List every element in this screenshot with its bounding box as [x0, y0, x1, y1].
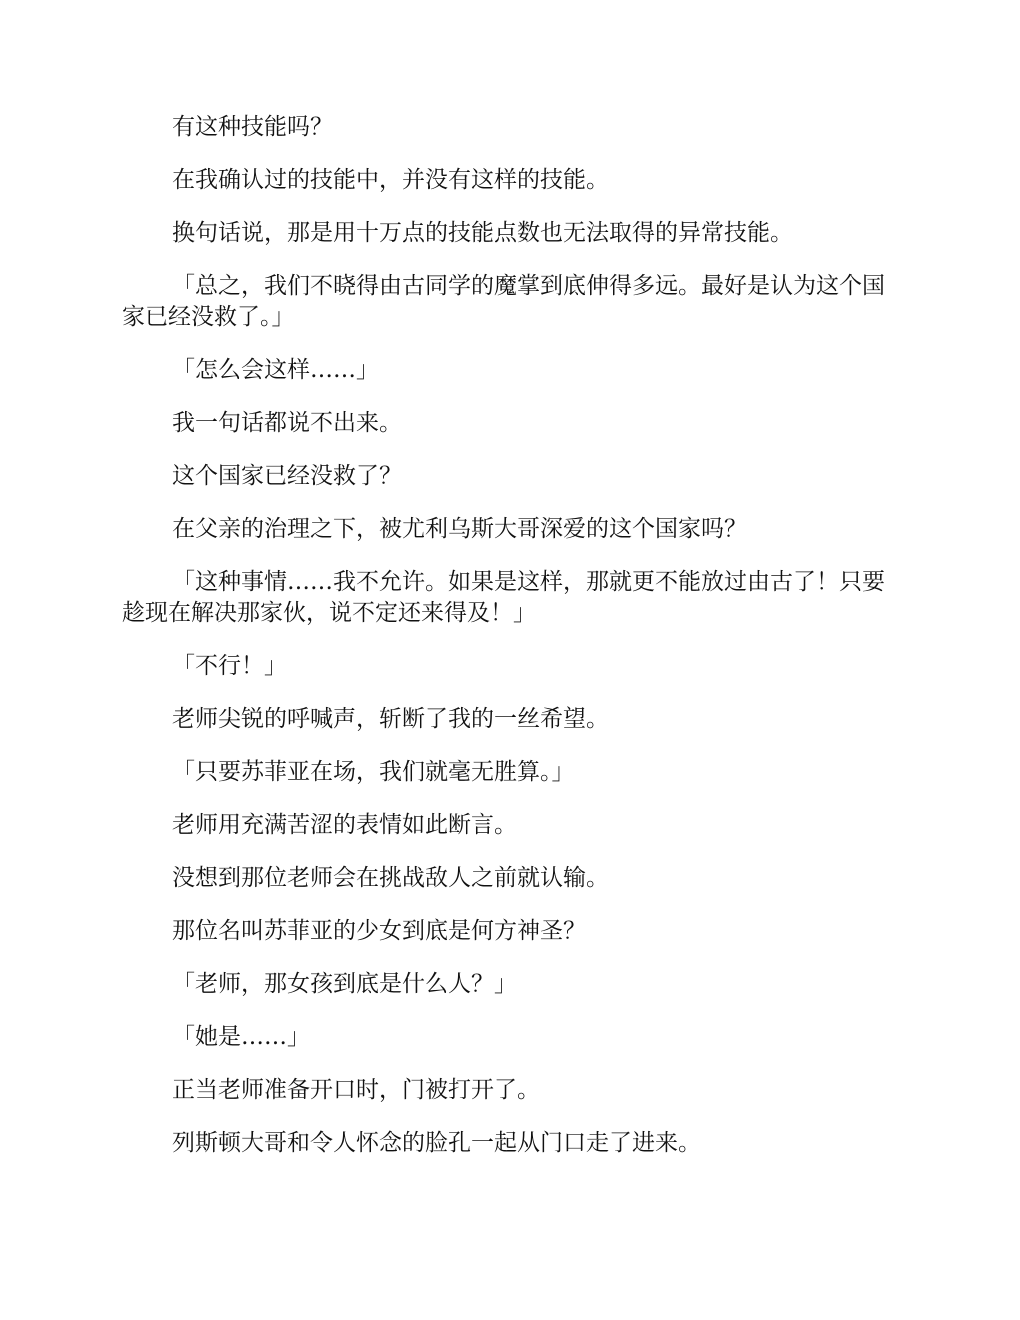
paragraph: 在父亲的治理之下，被尤利乌斯大哥深爱的这个国家吗？ — [172, 516, 747, 542]
paragraph: 「这种事情……我不允许。如果是这样，那就更不能放过由古了！只要趁现在解决那家伙，说不定还来得及！」 — [122, 569, 885, 626]
paragraph: 「只要苏菲亚在场，我们就毫无胜算。」 — [172, 759, 575, 785]
paragraph: 「不行！」 — [172, 653, 287, 679]
document-page — [122, 112, 900, 1181]
paragraph: 「怎么会这样……」 — [172, 357, 379, 383]
paragraph: 没想到那位老师会在挑战敌人之前就认输。 — [172, 865, 609, 891]
paragraph: 在我确认过的技能中，并没有这样的技能。 — [172, 167, 609, 193]
paragraph: 这个国家已经没救了？ — [172, 463, 402, 489]
paragraph: 列斯顿大哥和令人怀念的脸孔一起从门口走了进来。 — [172, 1130, 701, 1156]
paragraph: 「老师，那女孩到底是什么人？」 — [172, 971, 517, 997]
paragraph: 正当老师准备开口时，门被打开了。 — [172, 1077, 540, 1103]
paragraph: 「总之，我们不晓得由古同学的魔掌到底伸得多远。最好是认为这个国家已经没救了。」 — [122, 273, 885, 330]
paragraph: 有这种技能吗？ — [172, 114, 333, 140]
paragraph: 「她是……」 — [172, 1024, 310, 1050]
paragraph: 换句话说，那是用十万点的技能点数也无法取得的异常技能。 — [172, 220, 793, 246]
paragraph: 我一句话都说不出来。 — [172, 410, 402, 436]
paragraph: 老师用充满苦涩的表情如此断言。 — [172, 812, 517, 838]
paragraph: 那位名叫苏菲亚的少女到底是何方神圣？ — [172, 918, 586, 944]
paragraph: 老师尖锐的呼喊声，斩断了我的一丝希望。 — [172, 706, 609, 732]
